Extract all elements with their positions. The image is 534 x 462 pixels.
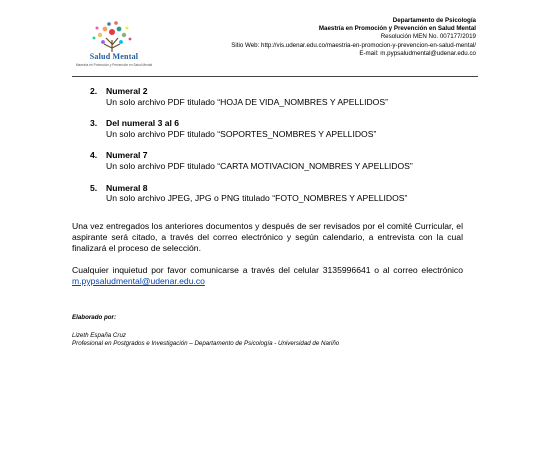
email-link[interactable]: m.pypsaludmental@udenar.edu.co	[72, 276, 205, 286]
resolution: Resolución MEN No. 007177/2019	[380, 33, 476, 41]
item-number: 4.	[90, 150, 98, 161]
list-item	[90, 183, 490, 204]
author-role: Profesional en Postgrados e Investigación – Departamento de Psicología - Universidad de Nariño	[72, 340, 340, 347]
item-description: Un solo archivo PDF titulado “HOJA DE VIDA_NOMBRES Y APELLIDOS”	[106, 96, 388, 107]
salud-mental-logo	[72, 18, 152, 76]
list-item	[90, 86, 490, 107]
selection-process-paragraph: Una vez entregados los anteriores documentos y después de ser revisados por el comité Curricular, el aspirante será citado, a través del correo electrónico y según calendario, a entrevista con la cual finalizará el proceso de selección.	[72, 221, 463, 253]
prepared-by-label: Elaborado por:	[72, 314, 117, 321]
logo-subtitle: Maestría en Promoción y Prevención en Salud Mental	[75, 63, 153, 67]
contact-text: Cualquier inquietud por favor comunicarse a través del celular 3135996641 o al correo electrónico	[72, 265, 463, 275]
item-description: Un solo archivo PDF titulado “SOPORTES_NOMBRES Y APELLIDOS”	[106, 128, 377, 139]
contact-paragraph	[72, 265, 463, 287]
item-description: Un solo archivo PDF titulado “CARTA MOTIVACION_NOMBRES Y APELLIDOS”	[106, 160, 413, 171]
item-number: 5.	[90, 182, 98, 193]
contact-email: E-mail: m.pypsaludmental@udenar.edu.co	[359, 49, 476, 57]
list-item	[90, 118, 490, 139]
requirements-list	[90, 86, 490, 215]
item-heading: Numeral 2	[106, 86, 148, 96]
department-name: Departamento de Psicología	[392, 17, 476, 24]
item-heading: Del numeral 3 al 6	[106, 118, 180, 129]
letterhead	[231, 17, 476, 58]
program-name: Maestría en Promoción y Prevención en Salud Mental	[318, 25, 476, 33]
author-name: Lizeth España Cruz	[72, 332, 126, 339]
item-heading: Numeral 8	[106, 182, 148, 193]
logo-name: Salud Mental	[89, 52, 139, 61]
header-divider	[72, 76, 478, 77]
website: Sitio Web: http://vis.udenar.edu.co/maestria-en-promocion-y-prevencion-en-salud-mental/	[231, 41, 476, 49]
item-heading: Numeral 7	[106, 150, 148, 161]
item-number: 2.	[90, 86, 98, 96]
item-description: Un solo archivo JPEG, JPG o PNG titulado “FOTO_NOMBRES Y APELLIDOS”	[106, 193, 408, 204]
list-item	[90, 150, 490, 171]
item-number: 3.	[90, 118, 98, 129]
